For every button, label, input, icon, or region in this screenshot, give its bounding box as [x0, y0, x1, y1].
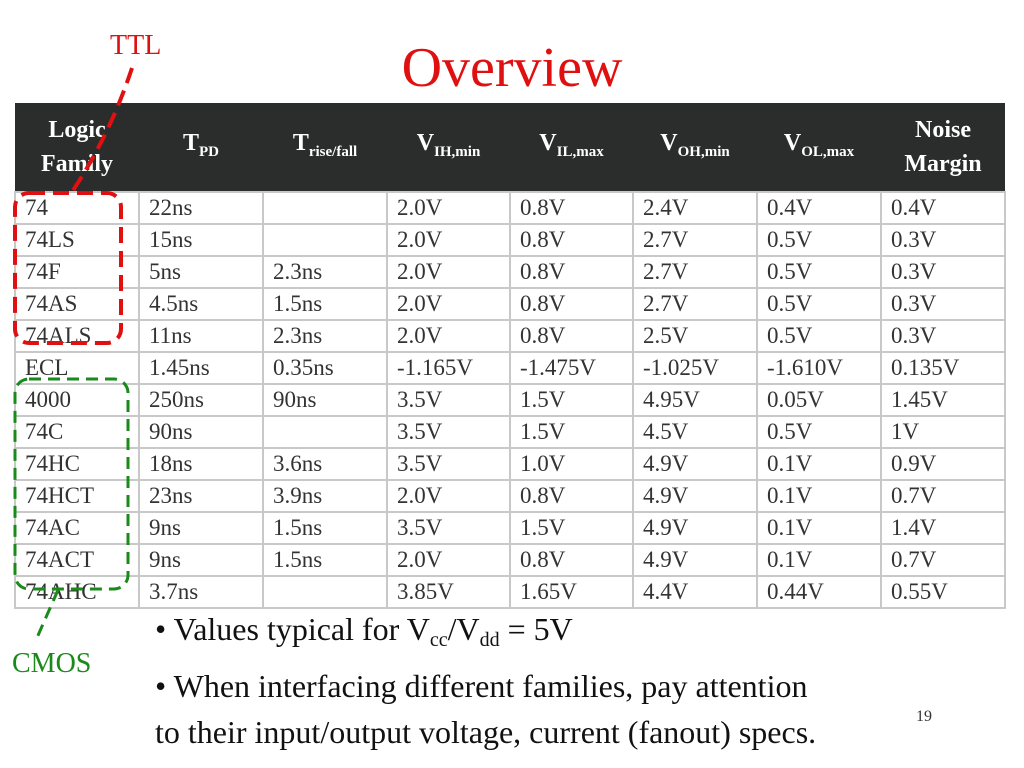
header-trise-fall: $T_{rise/fall}$	[263, 103, 387, 192]
notes	[155, 606, 1015, 755]
cell-tpd: 5ns	[139, 256, 263, 288]
header-vih-min: $V_{IH,min}$	[387, 103, 510, 192]
cell-vil-max: 0.8V	[510, 256, 633, 288]
cell-vil-max: 1.5V	[510, 384, 633, 416]
table-row	[15, 224, 1005, 256]
header-noise-margin: Noise Margin	[881, 103, 1005, 192]
cell-vih-min: 3.5V	[387, 416, 510, 448]
cell-family: 74	[15, 192, 139, 224]
cell-family: 74LS	[15, 224, 139, 256]
cell-vil-max: 1.5V	[510, 416, 633, 448]
cell-noise-margin: 0.3V	[881, 256, 1005, 288]
cell-vol-max: 0.5V	[757, 288, 881, 320]
cell-vih-min: 2.0V	[387, 192, 510, 224]
cell-vol-max: -1.610V	[757, 352, 881, 384]
cell-trise-fall	[263, 576, 387, 608]
cell-tpd: 11ns	[139, 320, 263, 352]
table-row	[15, 480, 1005, 512]
logic-family-table	[14, 103, 1004, 609]
cell-voh-min: 4.5V	[633, 416, 757, 448]
cell-tpd: 18ns	[139, 448, 263, 480]
cell-tpd: 23ns	[139, 480, 263, 512]
table-header-row	[15, 103, 1005, 192]
cell-noise-margin: 0.55V	[881, 576, 1005, 608]
cell-noise-margin: 0.135V	[881, 352, 1005, 384]
cell-trise-fall: 1.5ns	[263, 512, 387, 544]
cell-voh-min: 2.4V	[633, 192, 757, 224]
cell-tpd: 90ns	[139, 416, 263, 448]
cmos-label: CMOS	[12, 648, 92, 679]
cell-trise-fall: 2.3ns	[263, 320, 387, 352]
table-row	[15, 416, 1005, 448]
header-vol-max: $V_{OL,max}$	[757, 103, 881, 192]
cell-vol-max: 0.5V	[757, 320, 881, 352]
cell-vol-max: 0.1V	[757, 512, 881, 544]
cell-tpd: 9ns	[139, 544, 263, 576]
bullet-interfacing-line2: to their input/output voltage, current (fanout) specs.	[155, 714, 817, 750]
cell-trise-fall: 0.35ns	[263, 352, 387, 384]
table-row	[15, 256, 1005, 288]
cell-trise-fall: 1.5ns	[263, 544, 387, 576]
cell-vil-max: 0.8V	[510, 480, 633, 512]
header-logic-family: Logic Family	[15, 103, 139, 192]
bullet-interfacing-line1: • When interfacing different families, pay attention	[155, 668, 808, 704]
cell-voh-min: 2.7V	[633, 224, 757, 256]
cell-noise-margin: 1.4V	[881, 512, 1005, 544]
cell-vol-max: 0.1V	[757, 544, 881, 576]
cell-family: 74HCT	[15, 480, 139, 512]
cell-family: 74AS	[15, 288, 139, 320]
cell-voh-min: 4.9V	[633, 512, 757, 544]
cell-vil-max: 0.8V	[510, 224, 633, 256]
cell-tpd: 9ns	[139, 512, 263, 544]
cell-noise-margin: 0.7V	[881, 480, 1005, 512]
cell-family: 74ACT	[15, 544, 139, 576]
cell-noise-margin: 0.7V	[881, 544, 1005, 576]
cell-voh-min: -1.025V	[633, 352, 757, 384]
header-tpd: $T_{PD}$	[139, 103, 263, 192]
cell-noise-margin: 0.3V	[881, 320, 1005, 352]
cell-vol-max: 0.1V	[757, 480, 881, 512]
cell-tpd: 22ns	[139, 192, 263, 224]
slide-title: Overview	[401, 37, 623, 99]
cell-vih-min: 3.5V	[387, 448, 510, 480]
cell-family: 4000	[15, 384, 139, 416]
cell-vih-min: 3.5V	[387, 512, 510, 544]
table-row	[15, 288, 1005, 320]
cell-vil-max: 1.5V	[510, 512, 633, 544]
cell-voh-min: 4.95V	[633, 384, 757, 416]
table-row	[15, 544, 1005, 576]
cell-trise-fall	[263, 224, 387, 256]
table-row	[15, 512, 1005, 544]
cell-voh-min: 4.9V	[633, 448, 757, 480]
cell-vol-max: 0.05V	[757, 384, 881, 416]
cell-voh-min: 4.4V	[633, 576, 757, 608]
cell-tpd: 250ns	[139, 384, 263, 416]
cell-vil-max: 0.8V	[510, 288, 633, 320]
cell-vih-min: -1.165V	[387, 352, 510, 384]
cell-voh-min: 4.9V	[633, 544, 757, 576]
cell-family: ECL	[15, 352, 139, 384]
cell-trise-fall	[263, 192, 387, 224]
cell-trise-fall	[263, 416, 387, 448]
header-vil-max: $V_{IL,max}$	[510, 103, 633, 192]
cell-vol-max: 0.44V	[757, 576, 881, 608]
cell-voh-min: 2.7V	[633, 256, 757, 288]
cell-vol-max: 0.5V	[757, 224, 881, 256]
cell-voh-min: 2.5V	[633, 320, 757, 352]
cell-noise-margin: 0.4V	[881, 192, 1005, 224]
table-row	[15, 192, 1005, 224]
cell-vol-max: 0.4V	[757, 192, 881, 224]
header-voh-min: $V_{OH,min}$	[633, 103, 757, 192]
table-row	[15, 320, 1005, 352]
cell-vih-min: 2.0V	[387, 544, 510, 576]
cell-noise-margin: 1.45V	[881, 384, 1005, 416]
cell-trise-fall: 90ns	[263, 384, 387, 416]
cell-family: 74F	[15, 256, 139, 288]
cell-vih-min: 2.0V	[387, 320, 510, 352]
cell-tpd: 4.5ns	[139, 288, 263, 320]
cell-vih-min: 3.5V	[387, 384, 510, 416]
cell-vil-max: 1.0V	[510, 448, 633, 480]
table-row	[15, 384, 1005, 416]
cell-tpd: 3.7ns	[139, 576, 263, 608]
cell-noise-margin: 0.9V	[881, 448, 1005, 480]
cell-vil-max: -1.475V	[510, 352, 633, 384]
cell-family: 74C	[15, 416, 139, 448]
cell-vih-min: 2.0V	[387, 480, 510, 512]
cell-voh-min: 4.9V	[633, 480, 757, 512]
cell-noise-margin: 0.3V	[881, 288, 1005, 320]
table-row	[15, 448, 1005, 480]
cell-tpd: 1.45ns	[139, 352, 263, 384]
cell-family: 74AC	[15, 512, 139, 544]
cell-vil-max: 1.65V	[510, 576, 633, 608]
table-body	[15, 192, 1005, 608]
cell-vil-max: 0.8V	[510, 544, 633, 576]
cell-vol-max: 0.5V	[757, 416, 881, 448]
bullet-vcc-vdd: • Values typical for $V_{cc}/V_{dd} = 5V$	[155, 611, 573, 651]
cell-noise-margin: 1V	[881, 416, 1005, 448]
cell-trise-fall: 1.5ns	[263, 288, 387, 320]
cell-trise-fall: 3.6ns	[263, 448, 387, 480]
cell-family: 74HC	[15, 448, 139, 480]
cell-family: 74ALS	[15, 320, 139, 352]
cell-tpd: 15ns	[139, 224, 263, 256]
ttl-label: TTL	[110, 30, 162, 61]
cell-vil-max: 0.8V	[510, 320, 633, 352]
cell-vih-min: 2.0V	[387, 224, 510, 256]
cell-vih-min: 2.0V	[387, 256, 510, 288]
cell-vol-max: 0.1V	[757, 448, 881, 480]
cell-voh-min: 2.7V	[633, 288, 757, 320]
table-row	[15, 576, 1005, 608]
page-number: 19	[916, 708, 932, 725]
cell-vil-max: 0.8V	[510, 192, 633, 224]
cell-trise-fall: 2.3ns	[263, 256, 387, 288]
table-row	[15, 352, 1005, 384]
cell-trise-fall: 3.9ns	[263, 480, 387, 512]
cell-noise-margin: 0.3V	[881, 224, 1005, 256]
cell-vih-min: 2.0V	[387, 288, 510, 320]
cell-family: 74AHC	[15, 576, 139, 608]
cell-vih-min: 3.85V	[387, 576, 510, 608]
cell-vol-max: 0.5V	[757, 256, 881, 288]
